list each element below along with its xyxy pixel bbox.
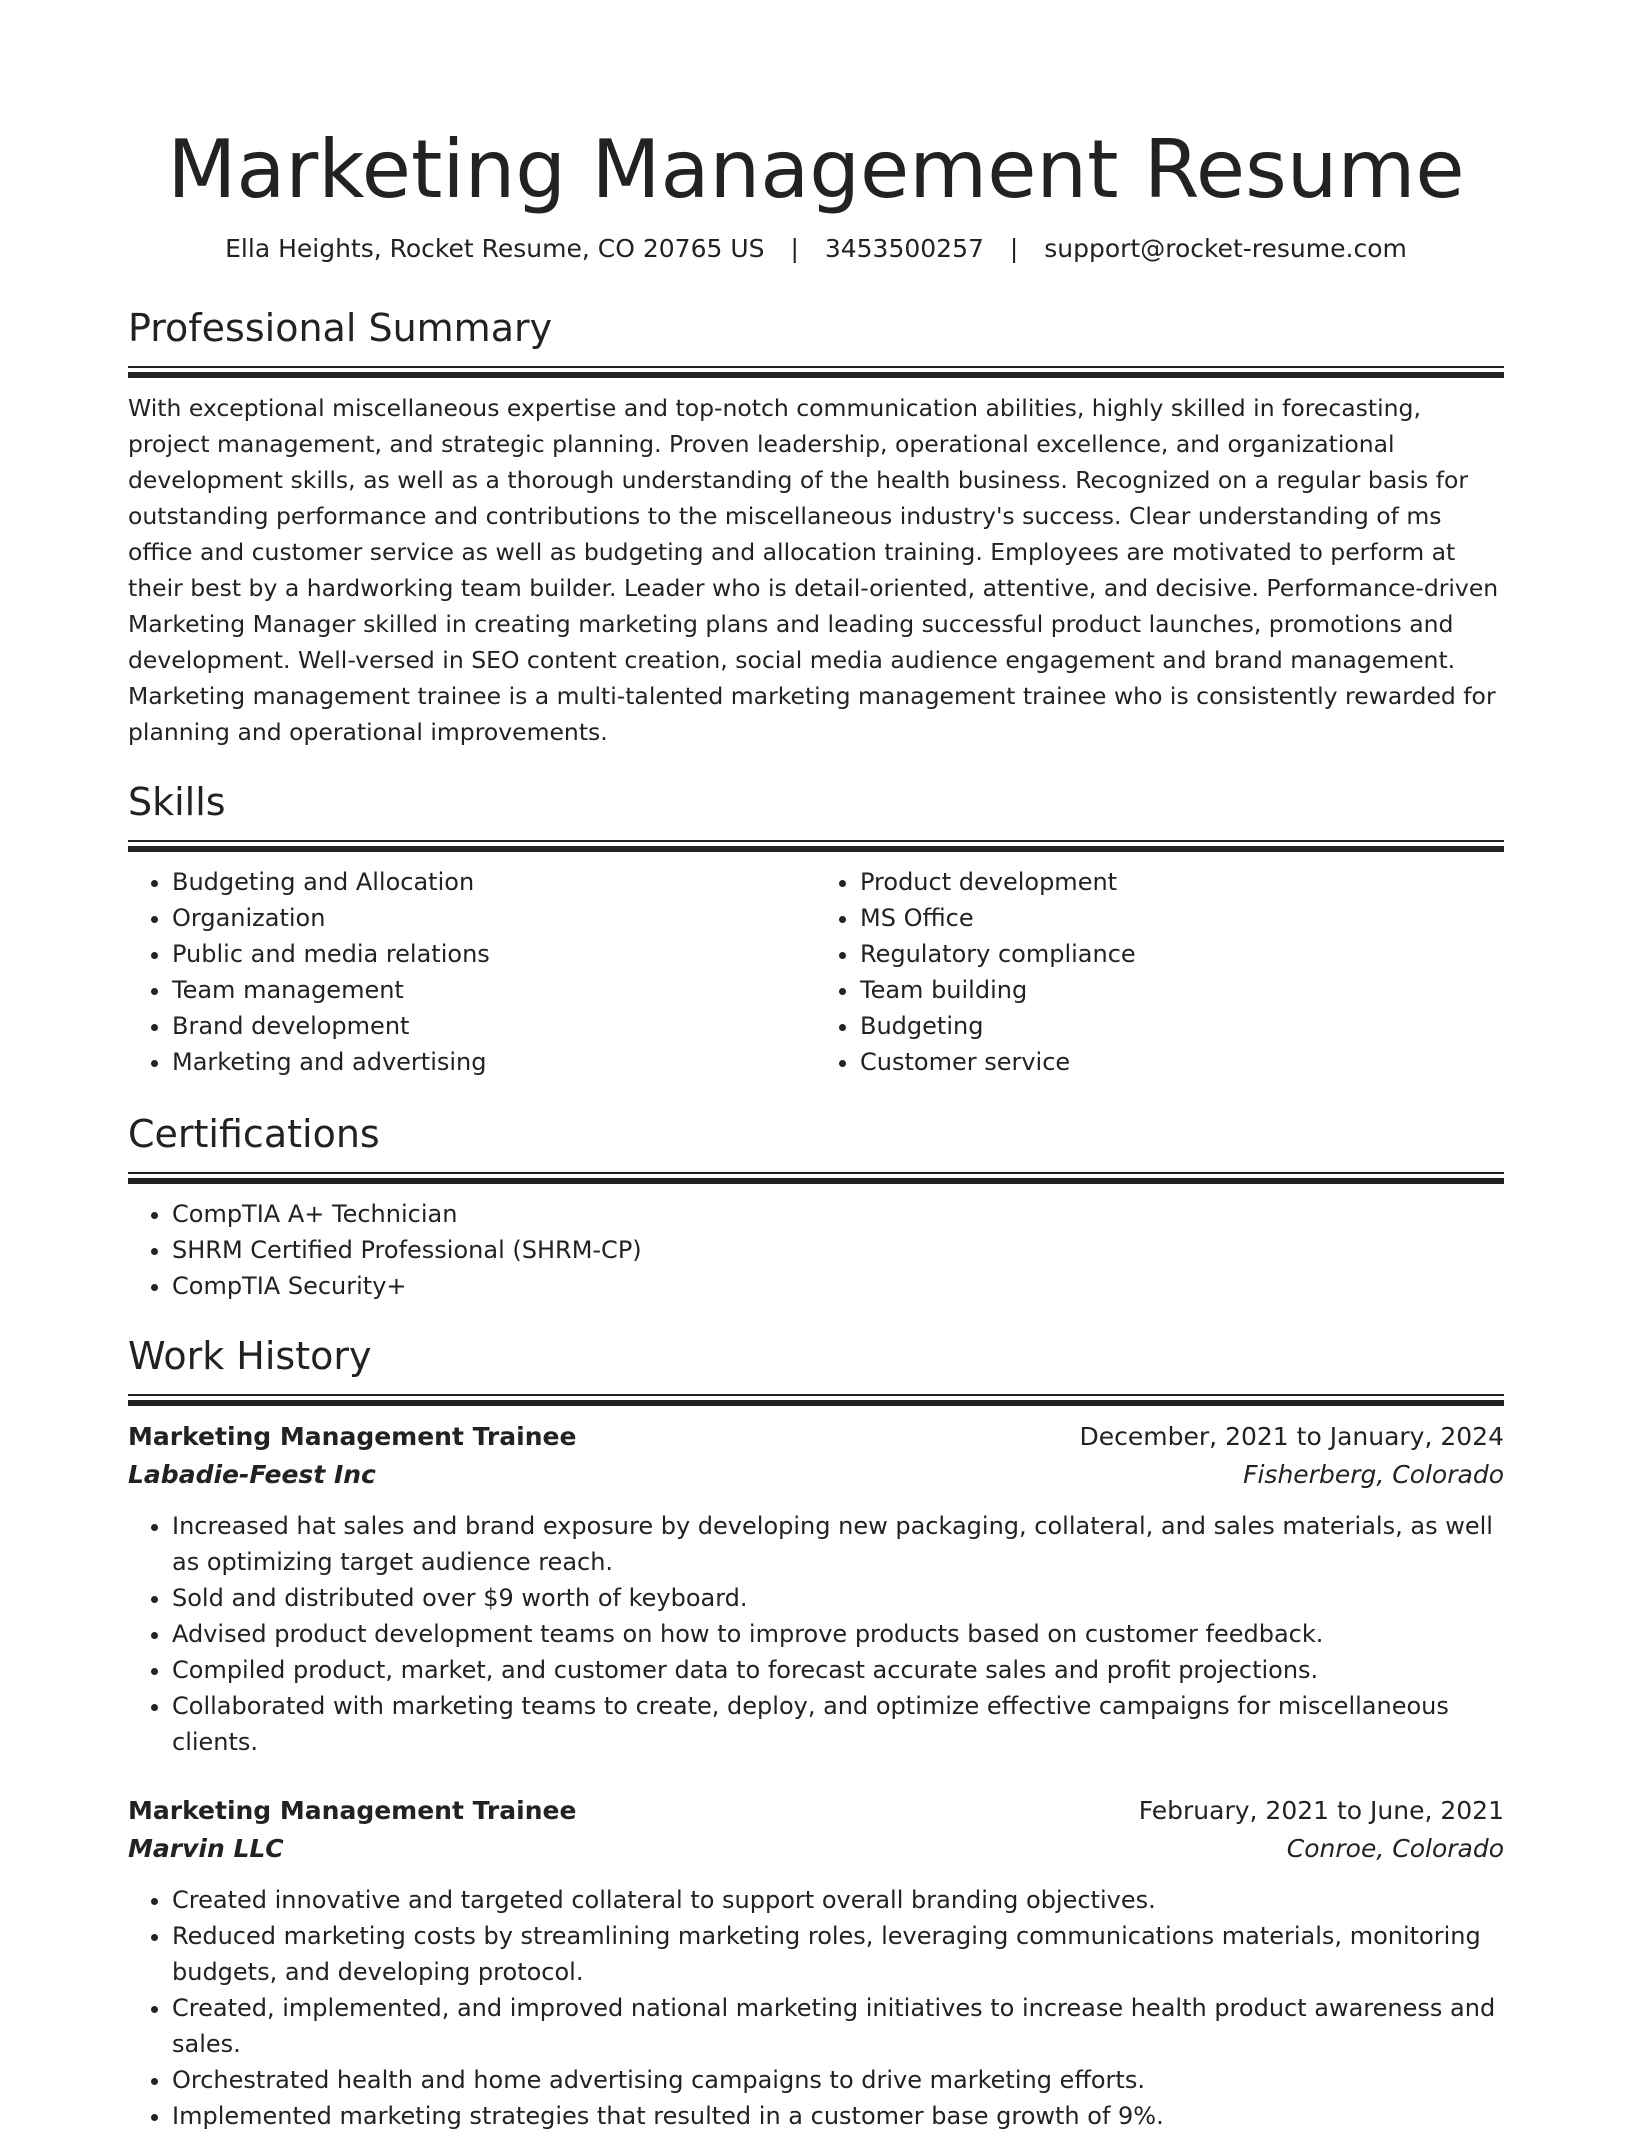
job-bullet: • Compiled product, market, and customer data to forecast accurate sales and profit projections. — [172, 1652, 1504, 1688]
job-header — [128, 1792, 1504, 1830]
certification-item: • CompTIA Security+ — [172, 1268, 1504, 1304]
job-bullets — [128, 1882, 1504, 2134]
job-bullet: • Collaborated with marketing teams to create, deploy, and optimize effective campaigns for miscellaneous clients. — [172, 1688, 1504, 1760]
contact-email: support@rocket-resume.com — [1044, 234, 1407, 263]
job-bullet: • Implemented marketing strategies that resulted in a customer base growth of 9%. — [172, 2098, 1504, 2134]
skill-item: • Regulatory compliance — [860, 936, 1504, 972]
skills-left-list — [128, 864, 816, 1080]
job-header — [128, 1418, 1504, 1456]
skill-item: • MS Office — [860, 900, 1504, 936]
section-divider — [128, 840, 1504, 852]
resume-page — [128, 0, 1504, 2134]
job-bullet: • Orchestrated health and home advertising campaigns to drive marketing efforts. — [172, 2062, 1504, 2098]
job-bullet: • Advised product development teams on how to improve products based on customer feedback. — [172, 1616, 1504, 1652]
summary-section — [128, 304, 1504, 750]
skill-item: • Brand development — [172, 1008, 816, 1044]
contact-line — [128, 232, 1504, 266]
job-bullet: • Created, implemented, and improved national marketing initiatives to increase health product awareness and sales. — [172, 1990, 1504, 2062]
job-bullets — [128, 1508, 1504, 1760]
contact-separator: | — [1009, 234, 1019, 263]
skill-item: • Marketing and advertising — [172, 1044, 816, 1080]
job-subheader — [128, 1830, 1504, 1868]
certifications-heading: Certifications — [128, 1112, 380, 1156]
section-divider — [128, 366, 1504, 378]
page-title: Marketing Management Resume — [167, 123, 1465, 216]
summary-text: With exceptional miscellaneous expertise and top-notch communication abilities, highly skilled in forecasting, project management, and strategic planning. Proven leadership, operational excellence, and organizational development skills, as well as a thorough understanding of the health business. Recognized on a regular basis for outstanding performance and contributions to the miscellaneous industry's success. Clear understanding of ms office and customer service as well as budgeting and allocation training. Employees are motivated to perform at their best by a hardworking team builder. Leader who is detail-oriented, attentive, and decisive. Performance-driven Marketing Manager skilled in creating marketing plans and leading successful product launches, promotions and development. Well-versed in SEO content creation, social media audience engagement and brand management. Marketing management trainee is a multi-talented marketing management trainee who is consistently rewarded for planning and operational improvements. — [128, 394, 1499, 746]
certifications-list — [128, 1196, 1504, 1304]
contact-phone: 3453500257 — [824, 234, 984, 263]
skill-item: • Team building — [860, 972, 1504, 1008]
skills-section — [128, 778, 1504, 1080]
certifications-section — [128, 1110, 1504, 1304]
job-subheader — [128, 1456, 1504, 1494]
skill-item: • Budgeting — [860, 1008, 1504, 1044]
job-bullet: • Sold and distributed over $9 worth of keyboard. — [172, 1580, 1504, 1616]
skills-columns — [128, 864, 1504, 1080]
skill-item: • Budgeting and Allocation — [172, 864, 816, 900]
job-bullet: • Increased hat sales and brand exposure by developing new packaging, collateral, and sales materials, as well as optimizing target audience reach. — [172, 1508, 1504, 1580]
job-entry — [128, 1418, 1504, 1760]
job-title: Marketing Management Trainee — [128, 1796, 577, 1825]
skill-item: • Public and media relations — [172, 936, 816, 972]
job-bullet: • Created innovative and targeted collateral to support overall branding objectives. — [172, 1882, 1504, 1918]
job-company: Marvin LLC — [128, 1834, 284, 1863]
skill-item: • Team management — [172, 972, 816, 1008]
certification-item: • SHRM Certified Professional (SHRM-CP) — [172, 1232, 1504, 1268]
job-company: Labadie-Feest Inc — [128, 1460, 376, 1489]
job-dates: December, 2021 to January, 2024 — [1079, 1422, 1504, 1451]
skill-item: • Organization — [172, 900, 816, 936]
contact-separator: | — [790, 234, 799, 263]
job-title: Marketing Management Trainee — [128, 1422, 577, 1451]
job-location: Fisherberg, Colorado — [1243, 1460, 1504, 1489]
job-bullet: • Reduced marketing costs by streamlining marketing roles, leveraging communications materials, monitoring budgets, and developing protocol. — [172, 1918, 1504, 1990]
skill-item: • Customer service — [860, 1044, 1504, 1080]
job-dates: February, 2021 to June, 2021 — [1138, 1796, 1504, 1825]
certification-item: • CompTIA A+ Technician — [172, 1196, 1504, 1232]
work-history-section — [128, 1332, 1504, 2134]
skills-right-list — [816, 864, 1504, 1080]
section-divider — [128, 1394, 1504, 1406]
section-divider — [128, 1172, 1504, 1184]
contact-address: Ella Heights, Rocket Resume, CO 20765 US — [225, 234, 765, 263]
job-location: Conroe, Colorado — [1286, 1834, 1504, 1863]
skill-item: • Product development — [860, 864, 1504, 900]
skills-heading: Skills — [128, 780, 226, 824]
job-entry — [128, 1792, 1504, 2134]
summary-heading: Professional Summary — [128, 306, 553, 350]
work-history-heading: Work History — [128, 1334, 372, 1378]
